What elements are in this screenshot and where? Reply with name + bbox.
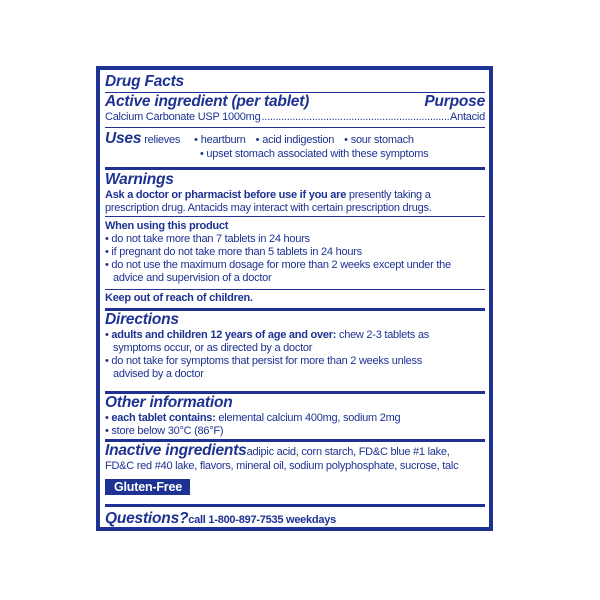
keep-out-text: Keep out of reach of children. — [105, 292, 253, 304]
inactive-ingredients-text-2: FD&C red #40 lake, flavors, mineral oil, sodium polyphosphate, sucrose, talc — [105, 460, 459, 472]
other-information-section — [105, 394, 485, 442]
active-ingredient-name: Calcium Carbonate USP 1000mg — [105, 111, 261, 123]
questions-text: call 1-800-897-7535 weekdays — [188, 514, 336, 526]
purpose-value: Antacid — [450, 111, 485, 123]
inactive-ingredients-text-1: adipic acid, corn starch, FD&C blue #1 lake, — [246, 446, 450, 458]
warning-item: • do not use the maximum dosage for more than 2 weeks except under the advice and supervision of a doctor — [105, 259, 451, 284]
ask-doctor-text-2: prescription drug. Antacids may interact with certain prescription drugs. — [105, 202, 432, 214]
directions-heading: Directions — [105, 311, 179, 328]
bullet-glyph: • — [344, 134, 348, 146]
other-item: • store below 30°C (86°F) — [105, 425, 224, 437]
directions-section — [105, 311, 485, 394]
bullet-glyph: • — [200, 148, 204, 160]
uses-heading: Uses — [105, 130, 142, 147]
questions-heading: Questions? — [105, 510, 189, 527]
other-item: • each tablet contains: elemental calcium 400mg, sodium 2mg — [105, 412, 401, 424]
drug-facts-panel — [96, 66, 493, 531]
warning-item: • do not take more than 7 tablets in 24 hours — [105, 233, 310, 245]
when-using-section — [105, 217, 485, 290]
warnings-intro — [105, 170, 485, 217]
active-ingredient-heading: Active ingredient (per tablet) — [105, 93, 310, 110]
inactive-ingredients-heading: Inactive ingredients — [105, 442, 247, 459]
use-item: upset stomach associated with these symptoms — [206, 148, 429, 160]
purpose-heading: Purpose — [424, 93, 485, 110]
ask-doctor-text: Ask a doctor or pharmacist before use if you are presently taking a — [105, 189, 431, 201]
active-ingredient-section — [105, 93, 485, 128]
questions-section — [105, 507, 485, 528]
use-item: sour stomach — [350, 134, 414, 146]
gluten-free-badge: Gluten-Free — [105, 479, 190, 495]
when-using-heading: When using this product — [105, 220, 229, 232]
inactive-ingredients-section — [105, 442, 485, 507]
use-item: heartburn — [200, 134, 246, 146]
uses-intro: relieves — [144, 134, 181, 146]
title-row — [105, 70, 485, 93]
direction-item: • do not take for symptoms that persist for more than 2 weeks unless advised by a doctor — [105, 355, 423, 380]
other-information-heading: Other information — [105, 394, 233, 411]
warnings-heading: Warnings — [105, 171, 174, 188]
uses-section — [105, 128, 485, 170]
keep-out-section — [105, 290, 485, 311]
warning-item: • if pregnant do not take more than 5 tablets in 24 hours — [105, 246, 362, 258]
direction-item: • adults and children 12 years of age and over: chew 2-3 tablets as symptoms occur, or as directed by a doctor — [105, 329, 429, 354]
leader-dots — [261, 111, 449, 124]
active-ingredient-line — [105, 111, 485, 124]
bullet-glyph: • — [194, 134, 198, 146]
use-item: acid indigestion — [262, 134, 335, 146]
drug-facts-title: Drug Facts — [105, 73, 184, 90]
bullet-glyph: • — [255, 134, 260, 146]
